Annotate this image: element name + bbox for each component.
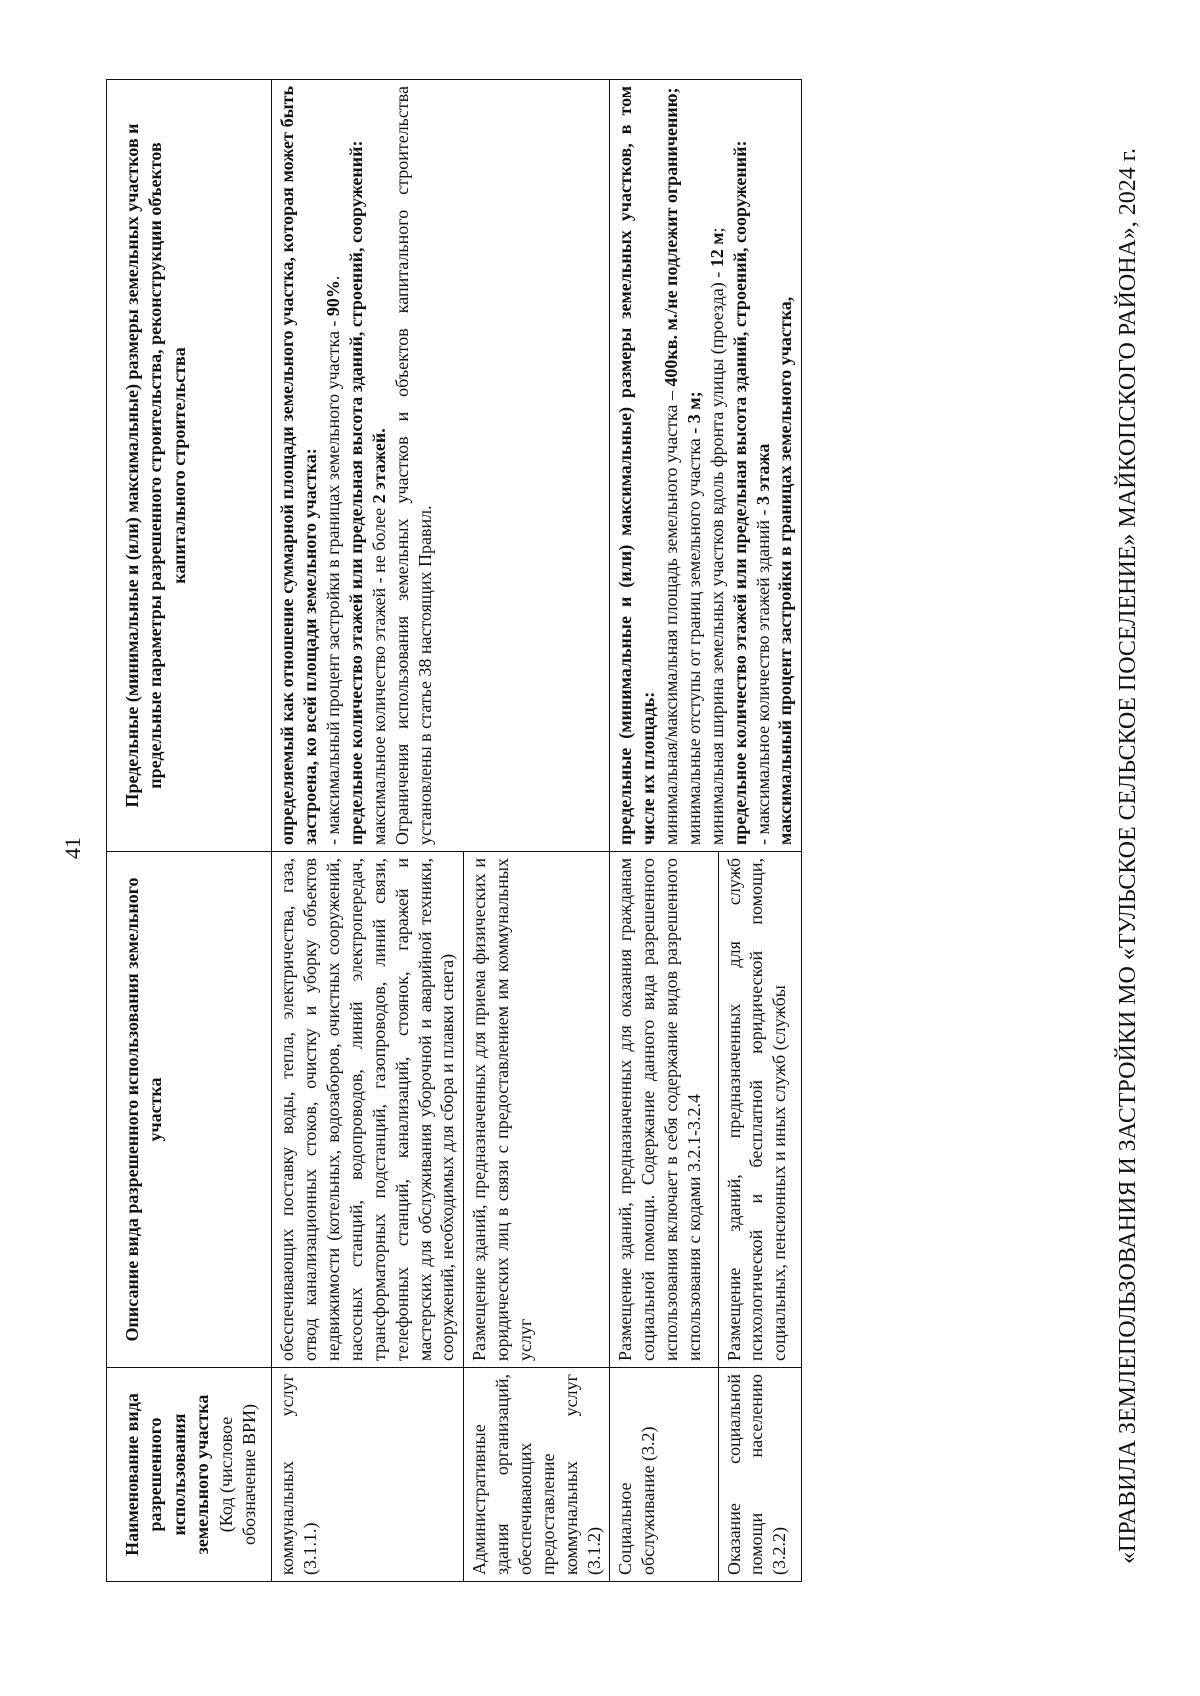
row-3-param-2-value: 400кв. м./не подлежит ограничению; xyxy=(661,87,682,387)
row-3-param-6-value: 3 этажа xyxy=(752,443,773,505)
land-use-table xyxy=(106,79,802,1582)
document-footer: «ПРАВИЛА ЗЕМЛЕПОЛЬЗОВАНИЯ И ЗАСТРОЙКИ МО «ТУЛЬСКОЕ СЕЛЬСКОЕ ПОСЕЛЕНИЕ» МАЙКОПСКОГО РАЙОНА», 2024 г. xyxy=(1115,148,1141,1564)
header-name xyxy=(107,1368,272,1582)
row-1-name: коммунальных услуг (3.1.1.) xyxy=(272,1368,464,1582)
row-1-param-4 xyxy=(368,86,391,845)
row-3-params xyxy=(610,80,802,852)
row-1-param-4-value: 2 этажей. xyxy=(368,428,389,504)
row-4-description: Размещение зданий, предназначенных для служб психологической и бесплатной юридической помощи, социальных, пенсионных и иных служб (службы xyxy=(718,852,802,1368)
table-row xyxy=(610,80,718,1582)
row-3-param-3 xyxy=(683,86,706,845)
row-3-name: Социальное обслуживание (3.2) xyxy=(610,1368,718,1582)
row-4-name: Оказание социальной помощи населению (3.2.2) xyxy=(718,1368,802,1582)
header-description: Описание вида разрешенного использования земельного участка xyxy=(107,852,272,1368)
row-3-param-2-text: минимальная/максимальная площадь земельного участка – xyxy=(661,386,682,845)
row-1-param-4-text: максимальное количество этажей - не более xyxy=(368,503,389,845)
row-3-param-4-text: минимальная ширина земельных участков вдоль фронта улицы (проезда) - xyxy=(706,267,727,845)
row-1-param-2-text: - максимальный процент застройки в границах земельного участка - xyxy=(323,316,344,845)
row-3-param-6-text: - максимальное количество этажей зданий - xyxy=(752,505,773,845)
row-1-param-2-value: 90% xyxy=(323,280,344,317)
table-row xyxy=(272,80,464,1582)
row-3-param-3-text: минимальные отступы от границ земельного участка xyxy=(683,433,704,845)
row-3-param-4-value: 12 м xyxy=(706,232,727,268)
header-name-sub: (Код (числовое обозначение ВРИ) xyxy=(215,1404,259,1545)
row-3-param-1: предельные (минимальные и (или) максимальные) размеры земельных участков, в том числе их площадь: xyxy=(615,86,659,845)
row-3-description: Размещение зданий, предназначенных для оказания гражданам социальной помощи. Содержание данного вида разрешенного использования включает в себя содержание видов разрешенного использования с кодами 3.2.1-3.2.4 xyxy=(610,852,718,1368)
header-params: Предельные (минимальные и (или) максимальные) размеры земельных участков и предельные параметры разрешенного строительства, реконструкции объектов капитального строительства xyxy=(107,80,272,852)
row-3-param-4-end: ; xyxy=(706,227,727,233)
row-2-description: Размещение зданий, предназначенных для приема физических и юридических лиц в связи с предоставлением им коммунальных услуг xyxy=(464,852,610,1368)
row-1-description: обеспечивающих поставку воды, тепла, электричества, газа, отвод канализационных стоков, очистку и уборку объектов недвижимости (котельных, водозаборов, очистных сооружений, насосных станций, водопроводов, линий электропередач, трансформаторных подстанций, газопроводов, линий связи, телефонных станций, канализаций, стоянок, гаражей и мастерских для обслуживания уборочной и аварийной техники, сооружений, необходимых для сбора и плавки снега) xyxy=(272,852,464,1368)
row-1-param-3: предельное количество этажей или предельная высота зданий, строений, сооружений: xyxy=(345,140,366,845)
row-1-param-5: Ограничения использования земельных участков и объектов капитального строительства установлены в статье 38 настоящих Правил. xyxy=(391,86,435,845)
row-1-params xyxy=(272,80,610,852)
table-header-row xyxy=(107,80,272,1582)
row-3-param-2 xyxy=(660,86,683,845)
row-3-param-6 xyxy=(752,86,775,845)
row-3-param-4 xyxy=(706,86,729,845)
row-2-name: Административные здания организаций, обеспечивающих предоставление коммунальных услуг (3.1.2) xyxy=(464,1368,610,1582)
row-1-param-1: определяемый как отношение суммарной площади земельного участка, которая может быть застроена, ко всей площади земельного участка: xyxy=(277,86,321,845)
row-3-param-5: предельное количество этажей или предельная высота зданий, строений, сооружений: xyxy=(729,140,750,845)
row-3-param-7: максимальный процент застройки в границах земельного участка, xyxy=(775,296,796,845)
header-name-text: Наименование вида разрешенного использования земельного участка xyxy=(122,1393,213,1556)
row-1-param-2-end: . xyxy=(323,275,344,281)
row-3-param-3-value: - 3 м; xyxy=(683,391,704,434)
row-1-param-2 xyxy=(322,86,345,845)
page-number: 41 xyxy=(60,837,85,859)
